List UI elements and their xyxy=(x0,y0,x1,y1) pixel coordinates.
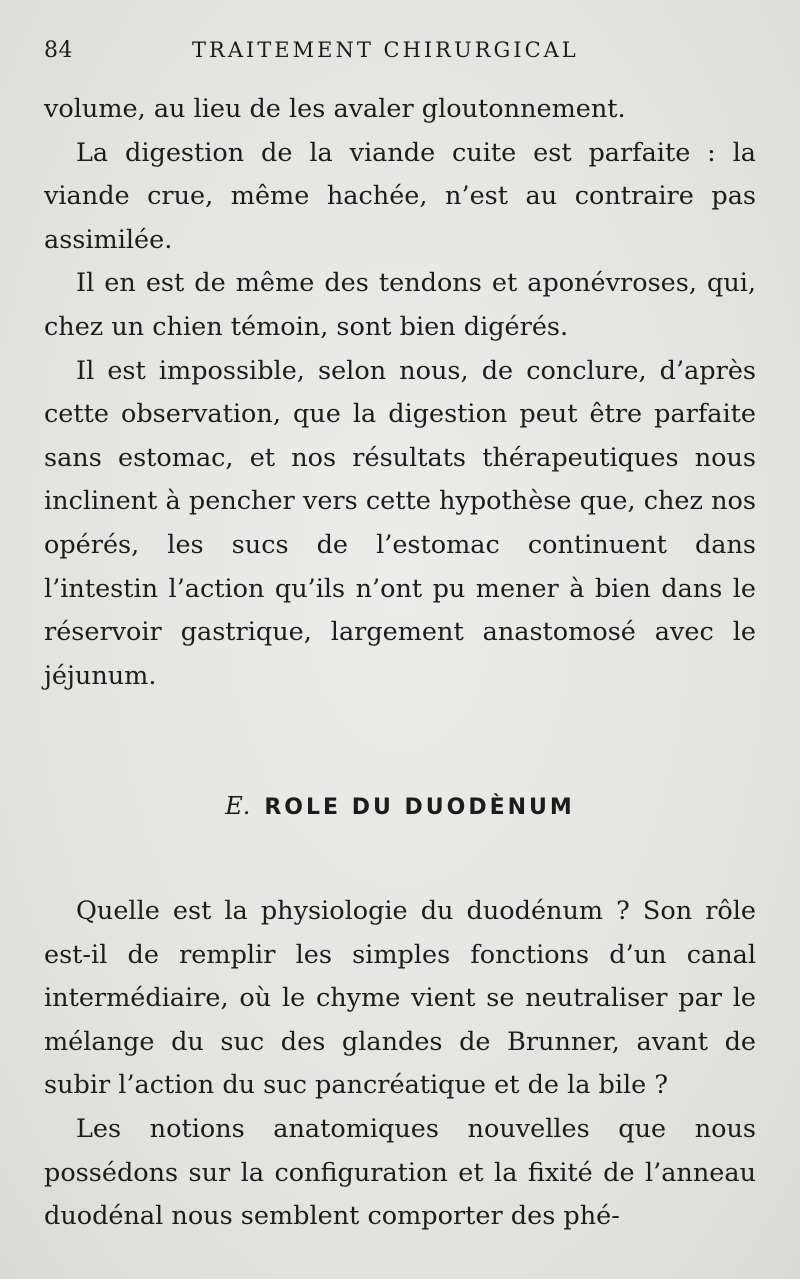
paragraph-conclusion: Il est impossible, selon nous, de conclure, d’après cette observation, que la digestion peut être parfaite sans estomac, et nos résultats thérapeutiques nous inclinent à pencher vers cette hypothèse que, chez nos opérés, les sucs de l’estomac continuent dans l’intestin l’action qu’ils n’ont pu mener à bien dans le réservoir gastrique, largement anastomosé avec le jéjunum. xyxy=(44,355,756,691)
section-title: ROLE DU DUODÈNUM xyxy=(264,795,575,820)
running-title: TRAITEMENT CHIRURGICAL xyxy=(192,38,579,62)
body-text-before-section xyxy=(44,88,756,698)
paragraph-notions-anatomiques: Les notions anatomiques nouvelles que nous possédons sur la configuration et la fixité de l’anneau duodénal nous semblent comporter des phé- xyxy=(44,1113,756,1232)
body-text-after-section xyxy=(44,890,756,1239)
section-letter: E. xyxy=(225,792,251,820)
section-heading xyxy=(0,792,800,820)
paragraph-continuation: volume, au lieu de les avaler gloutonnement. xyxy=(44,94,626,124)
paragraph-digestion-viande: La digestion de la viande cuite est parfaite : la viande crue, même hachée, n’est au contraire pas assimilée. xyxy=(44,137,756,255)
page-number: 84 xyxy=(44,38,73,63)
paragraph-tendons: Il en est de même des tendons et aponévroses, qui, chez un chien témoin, sont bien digérés. xyxy=(44,268,756,342)
running-header xyxy=(44,34,764,70)
paragraph-physiologie-duodenum: Quelle est la physiologie du duodénum ? Son rôle est-il de remplir les simples fonctions d’un canal intermédiaire, où le chyme vient se neutraliser par le mélange du suc des glandes de Brunner, avant de subir l’action du suc pancréatique et de la bile ? xyxy=(44,896,756,1101)
